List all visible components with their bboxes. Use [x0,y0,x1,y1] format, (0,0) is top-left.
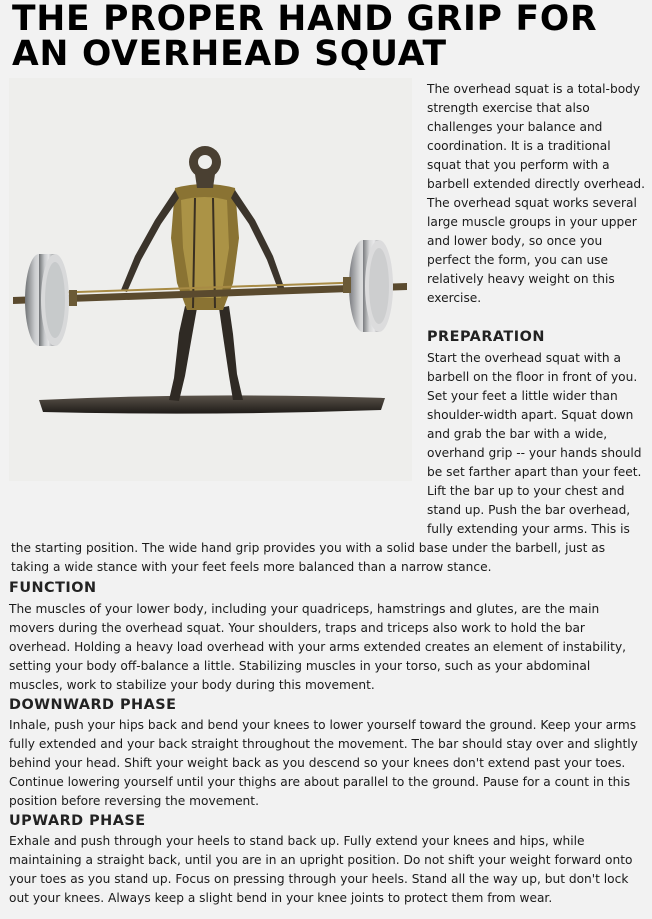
downward-phase-paragraph: Inhale, push your hips back and bend your knees to lower yourself toward the ground. Keep your arms fully extended and your back straight throughout the movement. The bar should stay over and slightly behind your head. Shift your weight back as you descend so your knees don't extend past your toes. Continue lowering yourself until your thighs are about parallel to the ground. Pause for a count in this position before reversing the movement. [9,718,638,808]
intro-paragraph: The overhead squat is a total-body strength exercise that also challenges your balance and coordination. It is a traditional squat that you perform with a barbell extended directly overhead. The overhead squat works several large muscle groups in your upper and lower body, so once you perfect the form, you can use relatively heavy weight on this exercise. [427,82,646,305]
heading-preparation: PREPARATION [427,329,545,345]
heading-upward-phase: UPWARD PHASE [9,813,146,829]
upward-phase-paragraph: Exhale and push through your heels to stand back up. Fully extend your knees and hips, while maintaining a straight back, until you are in an upright position. Do not shift your weight forward onto your toes as you stand up. Focus on pressing through your heels. Stand all the way up, but don't lock out your knees. Always keep a slight bend in your knee joints to protect them from wear. [9,834,633,905]
article-body [9,80,647,908]
function-paragraph: The muscles of your lower body, including your quadriceps, hamstrings and glutes, are the main movers during the overhead squat. Your shoulders, traps and triceps also work to hold the bar overhead. Holding a heavy load overhead with your arms extended creates an element of instability, setting your body off-balance a little. Stabilizing muscles in your torso, such as your abdominal muscles, work to stabilize your body during this movement. [9,602,627,692]
heading-function: FUNCTION [9,580,97,596]
image-spacer [9,80,427,536]
preparation-paragraph: Start the overhead squat with a barbell on the floor in front of you. Set your feet a little wider than shoulder-width apart. Squat down and grab the bar with a wide, overhand grip -- your hands should be set farther apart than your feet. Lift the bar up to your chest and stand up. Push the bar overhead, fully extending your arms. This is the starting position. The wide hand grip provides you with a solid base under the barbell, just as taking a wide stance with your feet feels more balanced than a narrow stance. [11,351,642,574]
page-title: THE PROPER HAND GRIP FOR AN OVERHEAD SQUAT [12,0,598,74]
heading-downward-phase: DOWNWARD PHASE [9,697,177,713]
